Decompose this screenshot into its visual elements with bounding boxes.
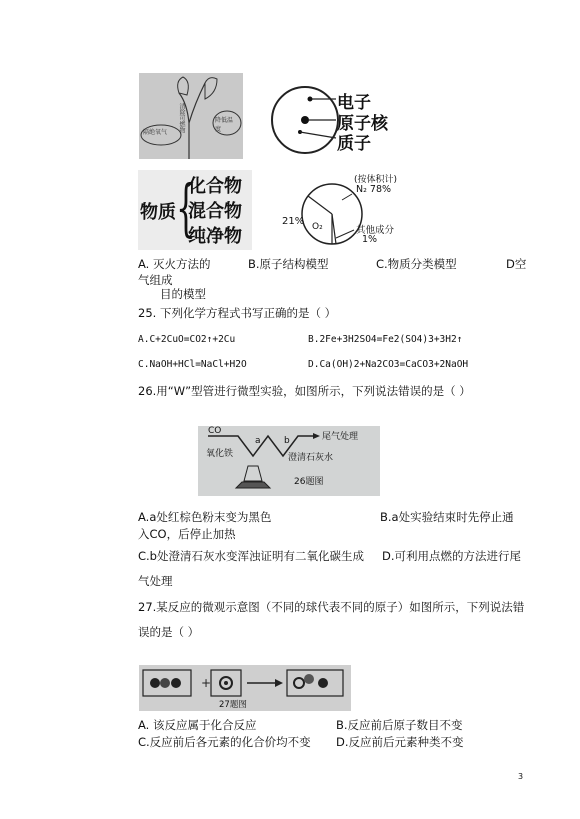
micro-caption: 27题图 <box>219 700 247 710</box>
q24-option-d: D空 <box>506 257 527 271</box>
class-item-3: 纯净物 <box>188 226 242 247</box>
atom-label-electron: 电子 <box>337 93 371 113</box>
w-tube-caption: 26题图 <box>294 477 324 487</box>
atom-label-proton: 质子 <box>337 134 371 154</box>
air-other-label: 其他成分 <box>356 225 395 236</box>
class-brace: { <box>176 171 196 244</box>
q25-stem: 25. 下列化学方程式书写正确的是（ ） <box>138 306 337 320</box>
fire-label-3: 清除可燃物 <box>178 103 185 133</box>
air-legend-title: (按体积计) <box>354 175 398 185</box>
q26-option-c: C.b处澄清石灰水变浑浊证明有二氧化碳生成 <box>138 549 364 563</box>
q26-option-b: B.a处实验结束时先停止通 <box>380 510 514 524</box>
q25-option-c: C.NaOH+HCl=NaCl+H2O <box>138 359 247 370</box>
atom-label-nucleus: 原子核 <box>337 114 388 134</box>
q26-option-d: D.可利用点燃的方法进行尾 <box>382 549 522 563</box>
q26-stem: 26.用“W”型管进行微型实验，如图所示，下列说法错误的是（ ） <box>138 384 471 398</box>
q24-option-wrap1: 气组成 <box>138 273 173 287</box>
fire-label-1: 隔绝氧气 <box>143 129 168 136</box>
q27-stem-line1: 27.某反应的微观示意图（不同的球代表不同的原子）如图所示，下列说法错 <box>138 600 525 614</box>
w-tube-exhaust: 尾气处理 <box>322 432 359 442</box>
w-tube-co: CO <box>208 426 222 436</box>
q27-option-b: B.反应前后原子数目不变 <box>336 718 463 732</box>
atom-structure-figure <box>270 84 400 158</box>
micro-reaction-figure <box>139 665 351 711</box>
q27-option-d: D.反应前后元素种类不变 <box>336 735 464 749</box>
q25-option-d: D.Ca(OH)2+Na2CO3=CaCO3+2NaOH <box>308 359 469 370</box>
page-number: 3 <box>518 772 524 781</box>
q26-option-b-wrap: 入CO，后停止加热 <box>138 527 236 541</box>
q27-stem-line2: 误的是（ ） <box>138 625 200 639</box>
class-item-1: 化合物 <box>188 176 242 197</box>
q24-option-a: A. 灭火方法的 <box>138 257 211 271</box>
q25-option-b: B.2Fe+3H2SO4=Fe2(SO4)3+3H2↑ <box>308 334 463 345</box>
fire-label-2: 降低温度 <box>215 117 234 133</box>
w-tube-figure <box>198 426 380 496</box>
w-tube-b: b <box>284 436 290 446</box>
q26-option-a: A.a处红棕色粉末变为黑色 <box>138 510 272 524</box>
w-tube-limewater: 澄清石灰水 <box>288 453 334 463</box>
w-tube-iron-oxide: 氧化铁 <box>206 449 234 459</box>
air-composition-figure <box>282 172 410 248</box>
q25-option-a: A.C+2CuO=CO2↑+2Cu <box>138 334 236 345</box>
air-o2-pct: 21% <box>282 216 305 227</box>
svg-text:+: + <box>201 676 212 690</box>
q27-option-c: C.反应前后各元素的化合价均不变 <box>138 735 311 749</box>
w-tube-a: a <box>255 436 261 446</box>
q24-option-c: C.物质分类模型 <box>376 257 457 271</box>
q24-option-wrap2: 目的模型 <box>160 287 206 301</box>
class-item-2: 混合物 <box>188 201 242 222</box>
q24-option-b: B.原子结构模型 <box>248 257 329 271</box>
q26-option-d-wrap: 气处理 <box>138 574 173 588</box>
q27-option-a: A. 该反应属于化合反应 <box>138 718 257 732</box>
air-o2-label: O₂ <box>312 222 323 232</box>
fire-extinguish-model-figure <box>139 73 243 159</box>
air-other-pct: 1% <box>362 234 378 245</box>
class-root: 物质 <box>140 202 176 223</box>
classification-figure <box>138 170 252 250</box>
air-n2-label: N₂ 78% <box>356 184 392 195</box>
